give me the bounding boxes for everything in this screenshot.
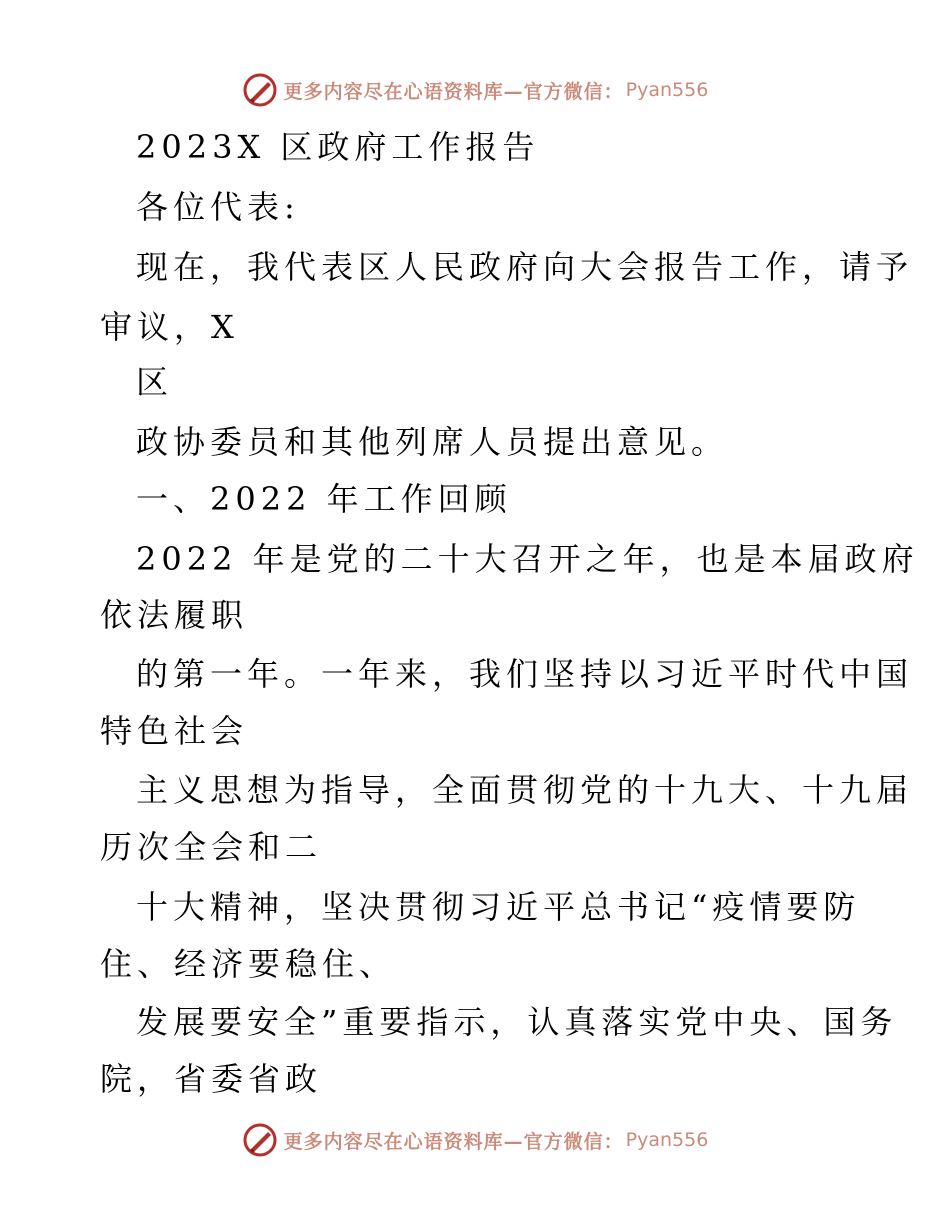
- paragraph-line: 发展要安全”重要指示，认真落实党中央、国务: [136, 1003, 898, 1041]
- watermark-text: 更多内容尽在心语资料库—官方微信：: [283, 1130, 624, 1153]
- paragraph-line: 特色社会: [100, 712, 249, 750]
- paragraph-line: 十大精神，坚决贯彻习近平总书记“疫情要防: [136, 888, 861, 926]
- paragraph-line: 住、经济要稳住、: [100, 945, 397, 983]
- header-watermark: [0, 70, 950, 110]
- doc-title: 2023X 区政府工作报告: [136, 128, 540, 166]
- paragraph-line: 政协委员和其他列席人员提出意见。: [136, 423, 729, 461]
- paragraph-line: 2022 年是党的二十大召开之年，也是本届政府: [136, 540, 919, 578]
- paragraph-line: 历次全会和二: [100, 828, 323, 866]
- footer-watermark: [0, 1120, 950, 1160]
- salutation: 各位代表:: [136, 188, 300, 226]
- paragraph-line: 主义思想为指导，全面贯彻党的十九大、十九届: [136, 771, 914, 809]
- paragraph-line: 现在，我代表区人民政府向大会报告工作，请予: [136, 248, 914, 286]
- pen-logo-icon: [242, 72, 278, 108]
- paragraph-line: 审议，X: [100, 308, 239, 346]
- paragraph-line: 院，省委省政: [100, 1060, 323, 1098]
- paragraph-line: 的第一年。一年来，我们坚持以习近平时代中国: [136, 655, 914, 693]
- watermark-id: Pyan556: [625, 79, 709, 101]
- watermark-id: Pyan556: [625, 1129, 709, 1151]
- watermark-text: 更多内容尽在心语资料库—官方微信：: [283, 80, 624, 103]
- section-heading: 一、2022 年工作回顾: [136, 480, 512, 518]
- paragraph-line: 依法履职: [100, 596, 249, 634]
- paragraph-line: 区: [136, 363, 174, 401]
- pen-logo-icon: [242, 1122, 278, 1158]
